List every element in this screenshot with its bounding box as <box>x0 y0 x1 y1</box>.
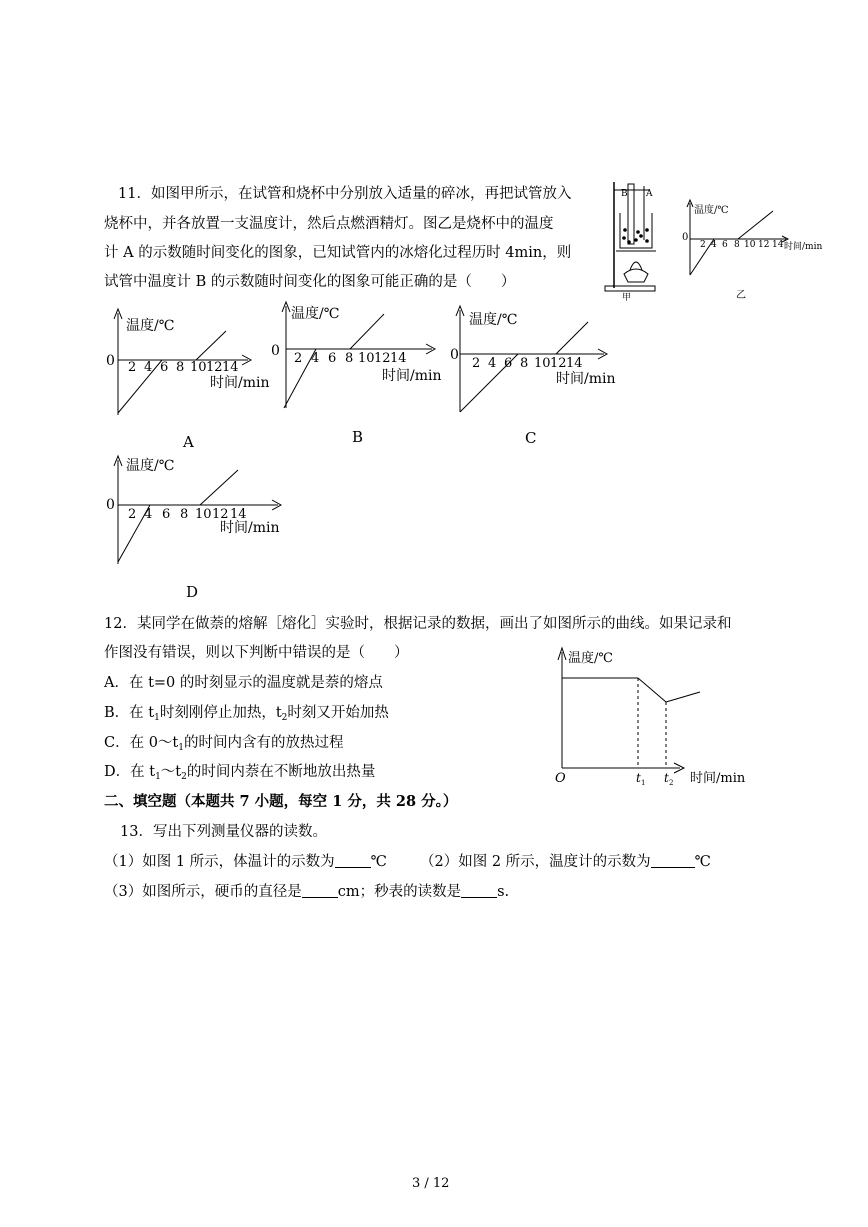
q13-part-2: （2）如图 2 所示，温度计的示数为 ℃ <box>420 854 711 870</box>
q12-option-d: D．在 $t_1\sim t_2$的时间内萘在不断地放出热量 <box>104 764 376 782</box>
tick: 14 <box>566 356 583 371</box>
tick: 6 <box>328 351 337 366</box>
option-graph-b <box>268 298 448 448</box>
tick: 6 <box>160 360 169 375</box>
q11-line-1: 11．如图甲所示，在试管和烧杯中分别放入适量的碎冰，再把试管放入 <box>118 186 572 202</box>
tick: 14 <box>222 360 239 375</box>
tick: 8 <box>176 360 185 375</box>
tick: 14 <box>230 507 247 522</box>
tick: 12 <box>212 507 229 522</box>
q12-xlabel: 时间/min <box>690 771 746 786</box>
yi-origin: 0 <box>682 232 689 243</box>
caption-yi: 乙 <box>736 290 746 301</box>
q12-line-2: 作图没有错误，则以下判断中错误的是（ ） <box>104 645 409 661</box>
option-graph-d <box>100 452 300 602</box>
yi-tick: 6 <box>722 240 728 250</box>
tick: 10 <box>534 356 551 371</box>
tick: 2 <box>128 507 137 522</box>
q12-t1: t <box>636 771 641 785</box>
apparatus-figure-jia <box>600 178 670 303</box>
blank-2[interactable] <box>651 853 695 868</box>
q12-ylabel: 温度/℃ <box>568 651 613 666</box>
q13-intro: 13．写出下列测量仪器的读数。 <box>120 824 327 840</box>
q12-t2-sub: 2 <box>669 779 674 787</box>
option-graph-a <box>100 305 280 455</box>
yi-tick: 12 <box>758 240 770 250</box>
tick: 2 <box>294 351 303 366</box>
tick: 2 <box>128 360 137 375</box>
blank-3[interactable] <box>302 883 338 898</box>
xlabel: 时间/min <box>210 375 270 391</box>
q12-line-1: 12．某同学在做萘的熔解［熔化］实验时，根据记录的数据，画出了如图所示的曲线。如果记录和 <box>104 616 732 632</box>
xlabel: 时间/min <box>382 368 442 384</box>
yi-xlabel: 时间/min <box>784 242 823 252</box>
q12-option-b: B．在 $t_1$时刻刚停止加热，$t_2$时刻又开始加热 <box>104 705 389 723</box>
q12-option-c: C．在 $0\sim t_1$的时间内含有的放热过程 <box>104 735 344 753</box>
ylabel: 温度/℃ <box>291 306 340 322</box>
q11-line-2: 烧杯中，并各放置一支温度计，然后点燃酒精灯。图乙是烧杯中的温度 <box>104 216 554 232</box>
tick: 10 <box>358 351 375 366</box>
option-letter-a: A <box>183 433 194 451</box>
q12-graph <box>548 642 758 788</box>
yi-tick: 8 <box>734 240 740 250</box>
ylabel: 温度/℃ <box>469 312 518 328</box>
tick: 12 <box>206 360 223 375</box>
q11-line-4: 试管中温度计 B 的示数随时间变化的图象可能正确的是（ ） <box>104 274 516 290</box>
tick: 14 <box>390 351 407 366</box>
option-letter-b: B <box>352 428 364 446</box>
tick: 8 <box>520 356 529 371</box>
xlabel: 时间/min <box>220 520 280 536</box>
q13-part-3: （3）如图所示，硬币的直径是 cm；秒表的读数是 s. <box>104 884 510 900</box>
label-b: B <box>621 189 628 199</box>
tick: 4 <box>488 356 497 371</box>
origin: 0 <box>106 353 115 369</box>
tick: 4 <box>144 360 153 375</box>
ylabel: 温度/℃ <box>126 318 175 334</box>
graph-yi <box>678 195 828 305</box>
q11-line-3: 计 A 的示数随时间变化的图象，已知试管内的冰熔化过程历时 4min，则 <box>104 245 572 261</box>
origin: 0 <box>106 497 115 513</box>
yi-tick: 4 <box>711 240 717 250</box>
ylabel: 温度/℃ <box>126 458 175 474</box>
tick: 4 <box>311 351 320 366</box>
yi-tick: 2 <box>700 240 706 250</box>
label-a: A <box>646 189 653 199</box>
blank-1[interactable] <box>335 853 371 868</box>
xlabel: 时间/min <box>556 371 616 387</box>
origin: 0 <box>271 343 280 359</box>
q12-t2: t <box>664 771 669 785</box>
option-letter-c: C <box>525 429 537 447</box>
page-number: 3 / 12 <box>412 1176 450 1191</box>
q12-t1-sub: 1 <box>641 779 646 787</box>
tick: 12 <box>374 351 391 366</box>
yi-ylabel: 温度/℃ <box>694 205 729 216</box>
caption-jia: 甲 <box>622 293 632 303</box>
q12-origin: O <box>555 771 566 786</box>
tick: 6 <box>504 356 513 371</box>
tick: 4 <box>144 507 153 522</box>
blank-4[interactable] <box>461 883 497 898</box>
tick: 2 <box>472 356 481 371</box>
tick: 10 <box>190 360 207 375</box>
tick: 8 <box>345 351 354 366</box>
q12-option-a: A．在 t=0 的时刻显示的温度就是萘的熔点 <box>104 675 383 691</box>
option-graph-c <box>446 302 626 452</box>
origin: 0 <box>450 347 459 363</box>
q13-part-1: （1）如图 1 所示，体温计的示数为 ℃ <box>104 854 387 870</box>
tick: 8 <box>180 507 189 522</box>
section-heading: 二、填空题（本题共 7 小题，每空 1 分，共 28 分。） <box>104 793 458 810</box>
tick: 12 <box>550 356 567 371</box>
tick: 10 <box>195 507 212 522</box>
yi-tick: 14 <box>772 240 784 250</box>
tick: 6 <box>162 507 171 522</box>
yi-tick: 10 <box>744 240 756 250</box>
option-letter-d: D <box>186 583 199 601</box>
